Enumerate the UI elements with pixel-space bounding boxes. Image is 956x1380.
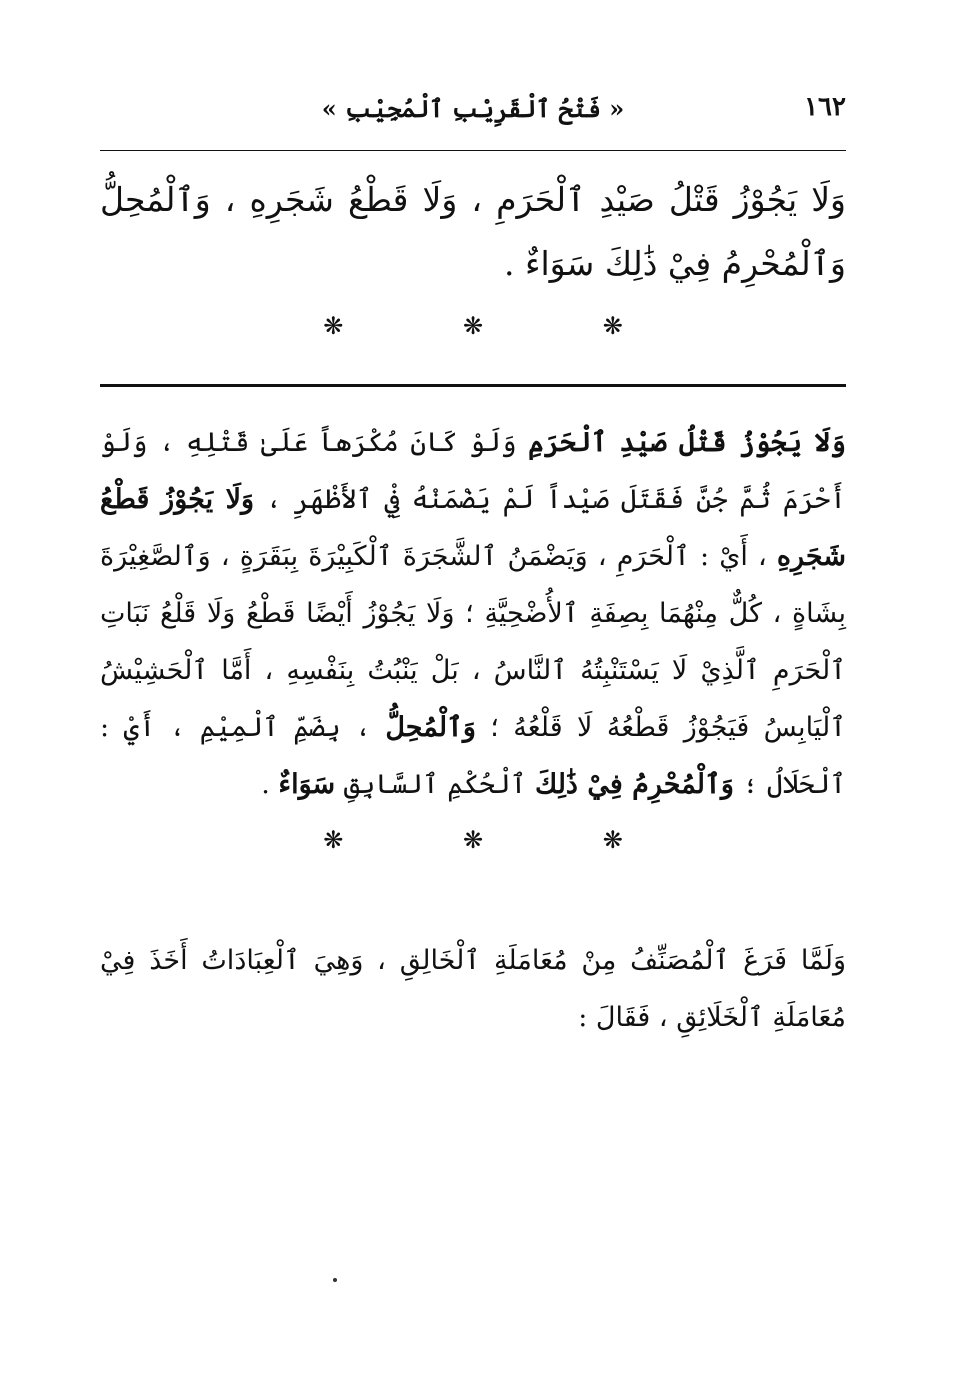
star-ornament: ❋ xyxy=(602,312,623,340)
matn-quote: قَطْعُ شَجَرِهِ xyxy=(100,484,846,572)
sharh-segment: ، أَيْ : ٱلْحَرَمِ ، وَيَضْمَنُ ٱلشَّجَرَةَ ٱلْكَبِيْرَةَ بِبَقَرَةٍ ، وَٱلصَّغِيْرَةَ بِشَاةٍ ، كُلٌّ مِنْهُمَا بِصِفَةِ ٱلأُضْحِيَّةِ ؛ وَلَا يَجُوْزُ أَيْضًا قَطْعُ وَلَا قَلْعُ نَبَاتِ ٱلْحَرَمِ ٱلَّذِيْ لَا يَسْتَنْبِتُهُ ٱلنَّاسُ ، بَلْ يَنْبُتُ بِنَفْسِهِ ، أَمَّا ٱلْحَشِيْشُ ٱلْيَابِسُ فَيَجُوْزُ قَطْعُهُ لَا قَلْعُهُ ؛ xyxy=(100,541,846,743)
matn-quote: وَلَا يَجُوْزُ قَتْلُ صَيْدِ ٱلْحَرَمِ xyxy=(528,427,846,458)
sharh-segment: . xyxy=(261,769,279,800)
header-rule xyxy=(100,150,846,151)
matn-quote: وَلَا يَجُوْزُ xyxy=(161,484,255,515)
star-separator xyxy=(100,312,846,340)
sharh-segment: ، بِضَمِّ ٱلْمِيْمِ ، أَيْ : ٱلْحَلَالُ ؛ xyxy=(100,712,846,800)
star-ornament: ❋ xyxy=(323,312,344,340)
matn-quote: وَٱلْمُحْرِمُ فِيْ ذَٰلِكَ xyxy=(534,769,734,800)
closing-text: وَلَمَّا فَرَغَ ٱلْمُصَنِّفُ مِنْ مُعَامَلَةِ ٱلْخَالِقِ ، وَهِيَ ٱلْعِبَادَاتُ أَخَذَ فِيْ مُعَامَلَةِ ٱلْخَلَائِقِ ، فَقَالَ : xyxy=(100,945,846,1033)
matn-quote: وَٱلْمُحِلُّ xyxy=(385,712,476,743)
star-separator xyxy=(100,826,846,854)
star-ornament: ❋ xyxy=(323,826,344,854)
book-title: « فَتْحُ ٱلْقَرِيْبِ ٱلْمُجِيْبِ » xyxy=(321,94,625,123)
section-rule xyxy=(100,384,846,387)
star-ornament: ❋ xyxy=(462,312,484,340)
sharh-segment: ٱلْحُكْمِ ٱلسَّابِقِ xyxy=(335,769,535,800)
page-number: ١٦٢ xyxy=(804,92,846,122)
star-ornament: ❋ xyxy=(602,826,623,854)
sharh-segment: وَلَوْ كَانَ مُكْرَهاً عَلَىٰ قَتْلِهِ ، وَلَوْ أَحْرَمَ ثُمَّ جُنَّ فَقَتَلَ صَيْداً لَمْ يَضْمَنْهُ فِيْ ٱلأَظْهَرِ ، xyxy=(100,427,846,515)
stray-dot xyxy=(333,1278,337,1282)
matn-quote: سَوَاءٌ xyxy=(278,769,336,800)
page-header xyxy=(100,92,846,138)
sharh-segment xyxy=(149,484,161,515)
sharh-text xyxy=(100,414,846,813)
matn-text: وَلَا يَجُوْزُ قَتْلُ صَيْدِ ٱلْحَرَمِ ، وَلَا قَطْعُ شَجَرِهِ ، وَٱلْمُحِلُّ وَٱلْمُحْرِمُ فِيْ ذَٰلِكَ سَوَاءٌ . xyxy=(100,180,846,283)
star-ornament: ❋ xyxy=(462,826,484,854)
